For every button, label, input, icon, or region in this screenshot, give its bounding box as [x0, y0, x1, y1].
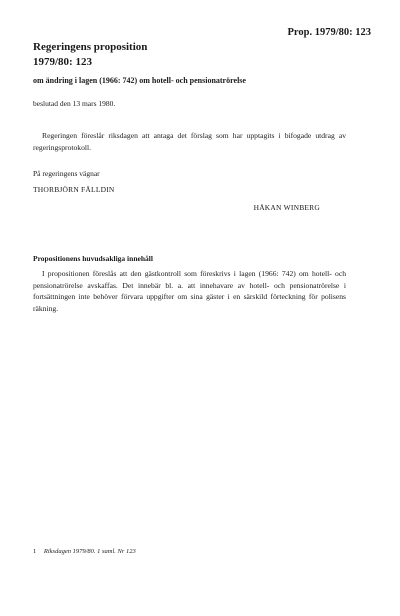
document-subtitle: om ändring i lagen (1966: 742) om hotell- och pensionatrörelse: [33, 76, 246, 85]
summary-paragraph: I propositionen föreslås att den gästkontroll som föreskrivs i lagen (1966: 742) om hotell- och pensionatrörelse avskaffas. Det innebär bl. a. att innehavare av hotell- och pensionatrörelse i fortsättningen inte behöver förvara uppgifter om sina gäster i en särskild förteckning för polisens räkning.: [33, 269, 346, 313]
proposition-reference: Prop. 1979/80: 123: [287, 27, 371, 38]
proposal-paragraph: Regeringen föreslår riksdagen att antaga det förslag som har upptagits i bifogade utdrag av regeringsprotokoll.: [33, 131, 346, 152]
title-line-1: Regeringens proposition: [33, 41, 148, 53]
summary-heading: Propositionens huvudsakliga innehåll: [33, 254, 153, 263]
page-footer: [33, 548, 136, 555]
on-behalf-line: På regeringens vägnar: [33, 169, 100, 178]
footer-source: Riksdagen 1979/80. 1 saml. Nr 123: [43, 548, 136, 555]
page-number: 1: [33, 548, 37, 555]
title-line-2: 1979/80: 123: [33, 56, 92, 68]
decision-date: beslutad den 13 mars 1980.: [33, 99, 116, 108]
signature-primary: THORBJÖRN FÄLLDIN: [33, 185, 115, 194]
document-title: [33, 40, 147, 70]
signature-secondary: HÅKAN WINBERG: [253, 203, 320, 212]
